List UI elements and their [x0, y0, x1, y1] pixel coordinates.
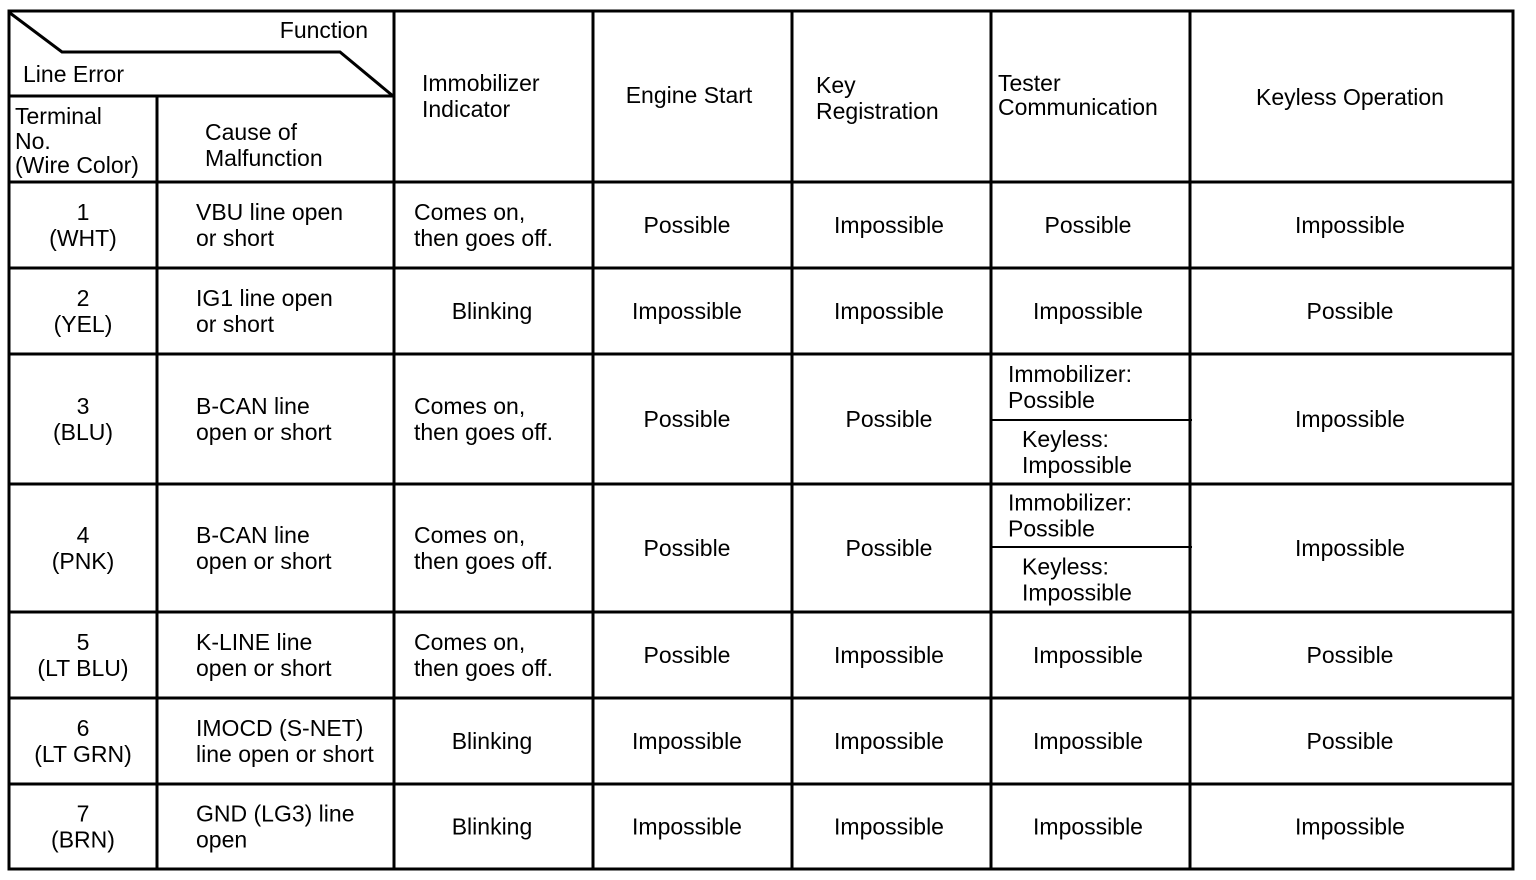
header-engine-start: Engine Start [625, 82, 753, 108]
cause-cell-line: IG1 line open [196, 285, 333, 311]
tester-communication-cell: Possible [1044, 212, 1132, 238]
tester-keyless-line: Keyless: [1022, 426, 1109, 452]
indicator-cell-line: then goes off. [414, 548, 553, 574]
engine-start-cell: Impossible [632, 298, 742, 324]
indicator-cell-line: Comes on, [414, 199, 526, 225]
cause-cell-line: K-LINE line [196, 629, 313, 655]
cause-cell-line: IMOCD (S-NET) [196, 715, 364, 741]
key-registration-cell: Impossible [834, 212, 944, 238]
terminal-cell-line: 5 [76, 629, 90, 655]
tester-immobilizer-line: Possible [1008, 515, 1095, 542]
terminal-cell-line: 1 [76, 199, 90, 225]
terminal-cell-line: 2 [76, 285, 90, 311]
engine-start-cell: Possible [643, 212, 731, 238]
cause-cell-line: B-CAN line [196, 522, 310, 548]
header-tester-line: Communication [998, 94, 1158, 120]
indicator-cell-line: Blinking [451, 728, 533, 754]
header-tester-line: Tester [998, 70, 1061, 96]
key-registration-cell: Impossible [834, 813, 944, 840]
key-registration-cell: Impossible [834, 642, 944, 668]
indicator-cell-line: then goes off. [414, 655, 553, 681]
indicator-cell-line: Comes on, [414, 393, 526, 419]
engine-start-cell: Possible [643, 642, 731, 668]
engine-start-cell: Possible [643, 406, 731, 432]
table-row [51, 801, 1405, 853]
terminal-cell-line: (WHT) [49, 225, 117, 251]
terminal-cell-line: 4 [76, 522, 90, 548]
engine-start-cell: Impossible [632, 813, 742, 840]
tester-keyless-line: Impossible [1022, 579, 1132, 606]
keyless-operation-cell: Impossible [1295, 212, 1405, 238]
keyless-operation-cell: Impossible [1295, 813, 1405, 840]
tester-communication-cell: Impossible [1033, 813, 1143, 840]
terminal-cell-line: 7 [76, 800, 90, 827]
tester-communication-cell: Impossible [1033, 298, 1143, 324]
keyless-operation-cell: Impossible [1295, 406, 1405, 432]
terminal-cell-line: (LT GRN) [34, 741, 132, 767]
cause-cell-line: line open or short [196, 741, 374, 767]
engine-start-cell: Possible [643, 535, 731, 561]
terminal-cell-line: (YEL) [53, 311, 113, 337]
table-row [49, 199, 1405, 251]
indicator-cell-line: Comes on, [414, 629, 526, 655]
terminal-cell-line: (PNK) [51, 548, 115, 574]
cause-cell-line: or short [196, 311, 274, 337]
keyless-operation-cell: Impossible [1295, 535, 1405, 561]
table-row [52, 490, 1405, 606]
engine-start-cell: Impossible [632, 728, 742, 754]
header-terminal-line: (Wire Color) [15, 152, 139, 178]
key-registration-cell: Possible [845, 406, 933, 432]
key-registration-cell: Impossible [834, 298, 944, 324]
keyless-operation-cell: Possible [1306, 642, 1394, 668]
table-body [34, 199, 1405, 853]
tester-immobilizer-line: Possible [1008, 387, 1095, 413]
header-indicator-line: Immobilizer [422, 70, 540, 96]
cause-cell-line: B-CAN line [196, 393, 310, 419]
table-row [53, 361, 1405, 478]
indicator-cell-line: Blinking [451, 813, 533, 840]
header-indicator-line: Indicator [422, 96, 511, 122]
key-registration-cell: Possible [845, 535, 933, 561]
indicator-cell-line: Comes on, [414, 522, 526, 548]
indicator-cell-line: Blinking [451, 298, 533, 324]
cause-cell-line: open or short [196, 419, 332, 445]
tester-communication-cell: Impossible [1033, 728, 1143, 754]
terminal-cell-line: (LT BLU) [37, 655, 129, 681]
cause-cell-line: VBU line open [196, 199, 344, 225]
cause-cell-line: or short [196, 225, 274, 251]
keyless-operation-cell: Possible [1306, 298, 1394, 324]
header-cause-line: Malfunction [205, 145, 323, 171]
terminal-cell-line: 3 [76, 393, 90, 419]
header-key-registration-line: Registration [816, 98, 939, 124]
header-keyless-operation: Keyless Operation [1256, 84, 1444, 110]
indicator-cell-line: then goes off. [414, 419, 553, 445]
key-registration-cell: Impossible [834, 728, 944, 754]
tester-immobilizer-line: Immobilizer: [1008, 361, 1132, 387]
tester-immobilizer-line: Immobilizer: [1008, 489, 1132, 516]
terminal-cell-line: (BRN) [51, 826, 115, 853]
header-terminal-line: Terminal [15, 103, 102, 129]
header-line-error: Line Error [23, 61, 124, 87]
cause-cell-line: open or short [196, 548, 332, 574]
header-function: Function [279, 17, 368, 43]
cause-cell-line: open [196, 826, 248, 853]
header-key-registration-line: Key [816, 72, 856, 98]
table-row [54, 285, 1394, 337]
terminal-cell-line: (BLU) [52, 419, 114, 445]
header-cause-line: Cause of [205, 119, 298, 145]
keyless-operation-cell: Possible [1306, 728, 1394, 754]
indicator-cell-line: then goes off. [414, 225, 553, 251]
tester-communication-cell: Impossible [1033, 642, 1143, 668]
tester-keyless-line: Impossible [1022, 452, 1132, 478]
cause-cell-line: open or short [196, 655, 332, 681]
cause-cell-line: GND (LG3) line [196, 800, 355, 827]
tester-keyless-line: Keyless: [1022, 553, 1109, 580]
terminal-cell-line: 6 [76, 715, 90, 741]
header-terminal-line: No. [15, 128, 51, 154]
